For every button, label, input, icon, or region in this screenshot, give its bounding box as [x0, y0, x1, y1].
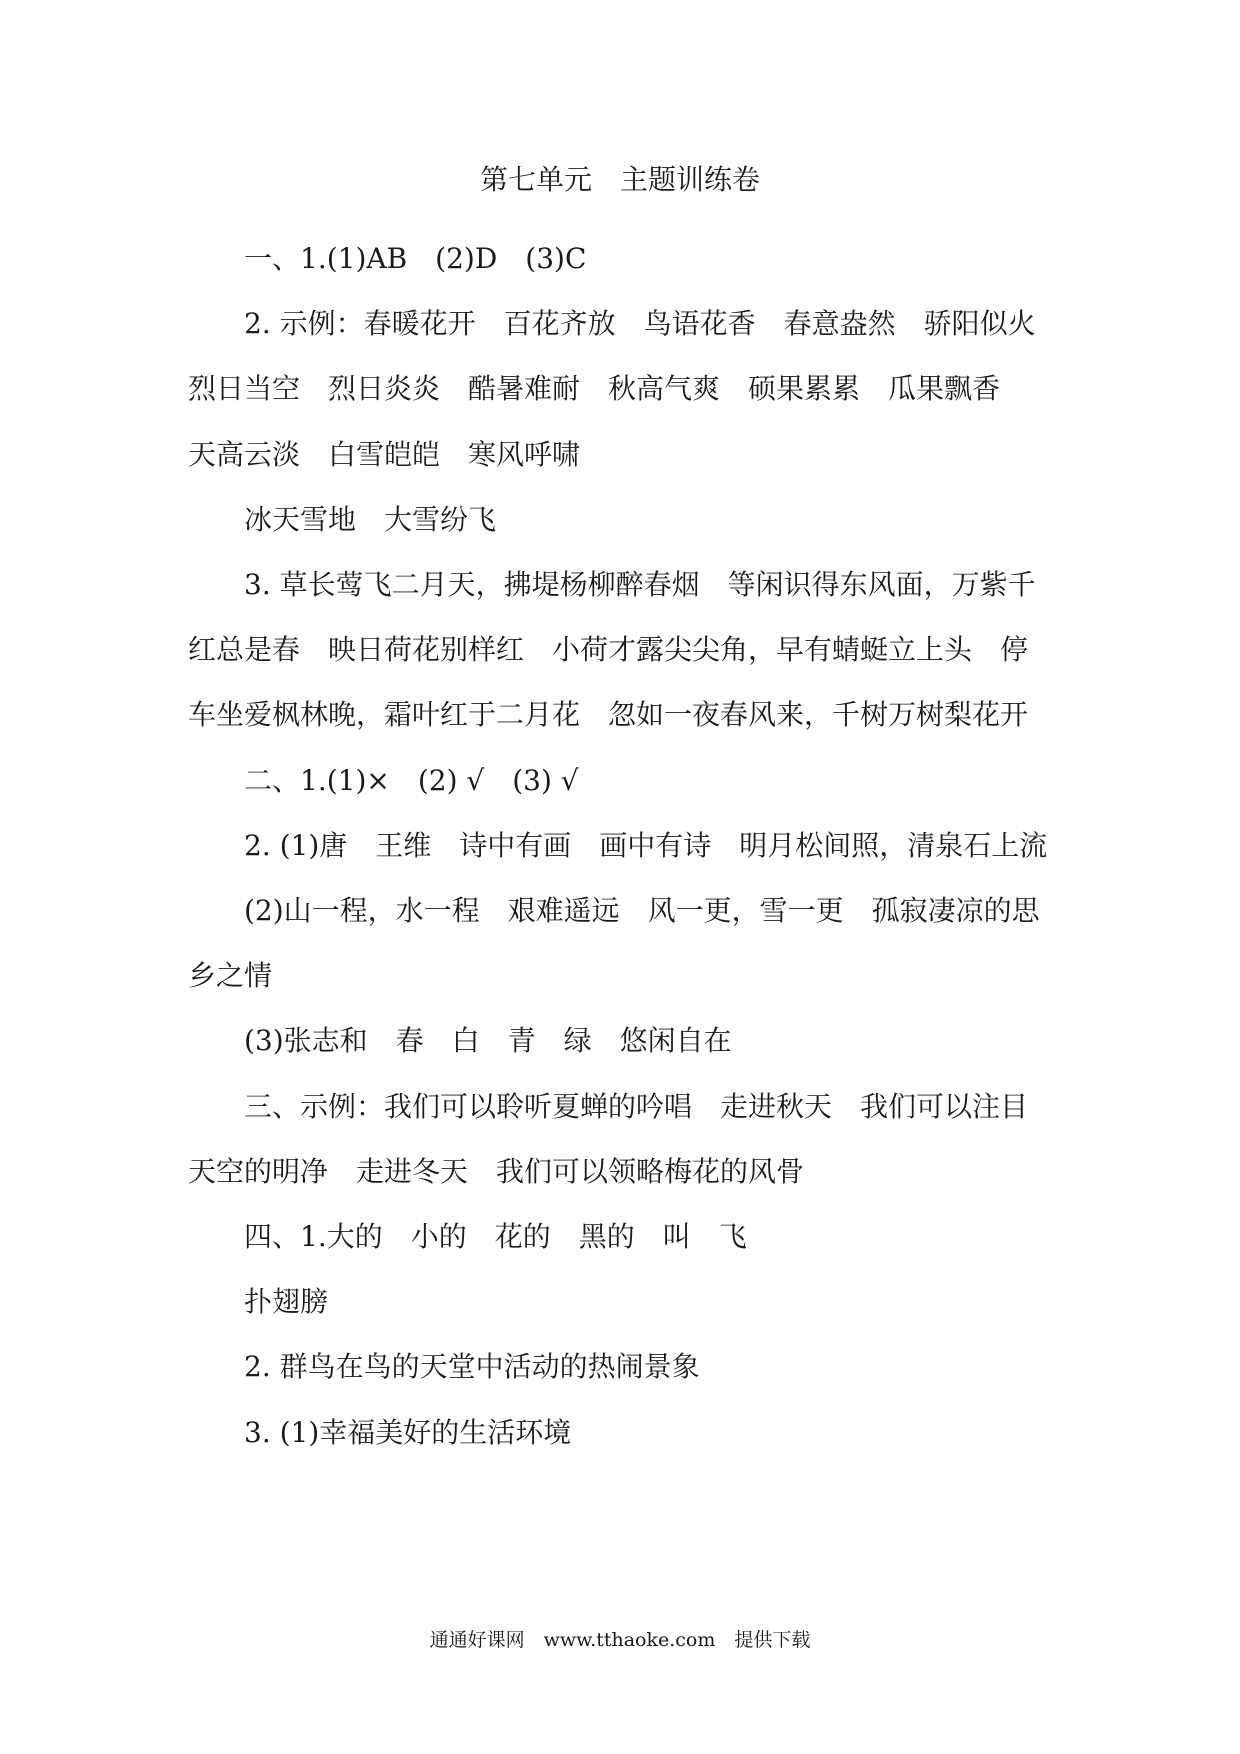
page-title: 第七单元 主题训练卷 — [479, 163, 760, 196]
answer-paragraph: (3)张志和 春 白 青 绿 悠闲自在 — [244, 1024, 732, 1058]
answer-paragraph: 二、1.(1)× (2) √ (3) √ — [244, 763, 579, 797]
answer-paragraph: 2. 群鸟在鸟的天堂中活动的热闹景象 — [244, 1350, 700, 1384]
answer-paragraph: 一、1.(1)AB (2)D (3)C — [244, 242, 587, 275]
answer-paragraph: (2)山一程，水一程 艰难遥远 风一更，雪一更 孤寂凄凉的思乡之情 — [188, 894, 1040, 993]
answer-paragraph: 冰天雪地 大雪纷飞 — [244, 502, 497, 536]
answer-paragraph: 2. (1)唐 王维 诗中有画 画中有诗 明月松间照，清泉石上流 — [244, 828, 1048, 862]
answer-paragraph: 2. 示例：春暖花开 百花齐放 鸟语花香 春意盎然 骄阳似火 烈日当空 烈日炎炎 酷暑难耐 秋高气爽 硕果累累 瓜果飘香 天高云淡 白雪皑皑 寒风呼啸 — [188, 307, 1064, 471]
answer-paragraph: 四、1.大的 小的 花的 黑的 叫 飞 — [244, 1220, 747, 1254]
answer-body — [188, 226, 1064, 1465]
answer-paragraph: 3. 草长莺飞二月天，拂堤杨柳醉春烟 等闲识得东风面，万紫千红总是春 映日荷花别样红 小荷才露尖尖角，早有蜻蜓立上头 停车坐爱枫林晚，霜叶红于二月花 忽如一夜春风来，千树万树梨花开 — [188, 568, 1036, 732]
answer-paragraph: 扑翅膀 — [244, 1285, 329, 1319]
answer-paragraph: 三、示例：我们可以聆听夏蝉的吟唱 走进秋天 我们可以注目天空的明净 走进冬天 我们可以领略梅花的风骨 — [188, 1089, 1029, 1188]
page-footer: 通通好课网 www.tthaoke.com 提供下载 — [429, 1629, 811, 1651]
answer-paragraph: 3. (1)幸福美好的生活环境 — [244, 1415, 572, 1449]
